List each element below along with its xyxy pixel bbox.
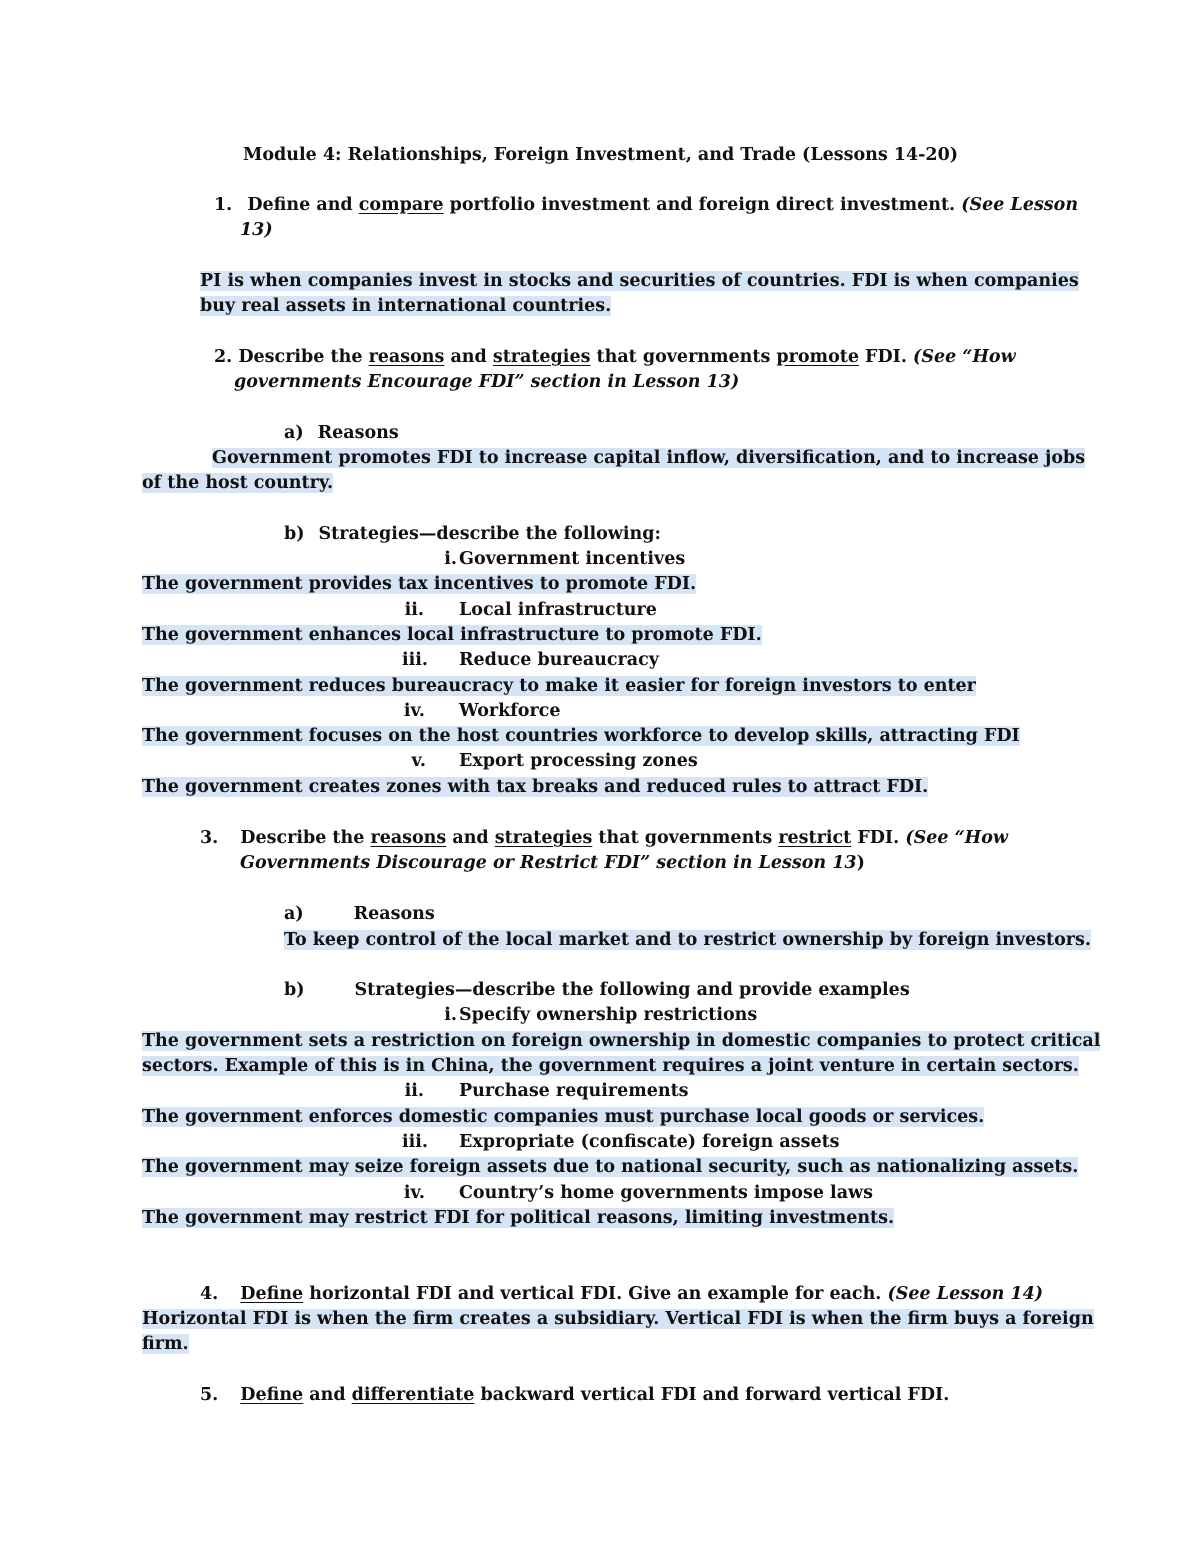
answer-2a-line-1: Government promotes FDI to increase capital inflow, diversification, and to increase jobs xyxy=(212,448,1086,468)
strategy-item: v. xyxy=(411,751,426,771)
question-number: 5. xyxy=(200,1385,219,1405)
strategy-label: Workforce xyxy=(459,701,561,721)
keyword-define: Define xyxy=(240,1284,304,1304)
strategy-item: iv. xyxy=(403,701,425,721)
strategy-answer-line-1: The government sets a restriction on foreign ownership in domestic companies to protect critical xyxy=(142,1031,1101,1051)
strategy-item: ii. xyxy=(404,600,424,620)
strategy-answer: The government provides tax incentives to promote FDI. xyxy=(142,574,697,594)
keyword-define: Define xyxy=(240,1385,304,1405)
answer-3a: To keep control of the local market and to restrict ownership by foreign investors. xyxy=(284,930,1091,950)
answer-4-line-2: firm. xyxy=(142,1334,189,1354)
strategy-answer: The government may restrict FDI for political reasons, limiting investments. xyxy=(142,1208,895,1228)
question-text: Define and xyxy=(247,195,359,215)
question-2: 2. Describe the reasons and strategies that governments promote FDI. (See “How xyxy=(214,347,1016,367)
strategy-answer: The government reduces bureaucracy to make it easier for foreign investors to enter xyxy=(142,676,976,696)
question-3: 3. Describe the reasons and strategies that governments restrict FDI. (See “How xyxy=(200,828,1008,848)
subpart-a: a) Reasons xyxy=(284,423,399,443)
lesson-reference: (See Lesson xyxy=(961,195,1079,215)
keyword-reasons: reasons xyxy=(370,828,447,848)
lesson-reference: (See Lesson 14) xyxy=(887,1284,1044,1304)
strategy-label: Reduce bureaucracy xyxy=(459,650,659,670)
strategy-answer: The government focuses on the host countries workforce to develop skills, attracting FDI xyxy=(142,726,1020,746)
subpart-b: b) Strategies—describe the following: xyxy=(284,524,661,544)
question-number: 4. xyxy=(200,1284,219,1304)
question-1 xyxy=(214,193,1078,218)
strategy-answer: The government enhances local infrastructure to promote FDI. xyxy=(142,625,762,645)
strategy-answer: The government may seize foreign assets due to national security, such as nationalizing assets. xyxy=(142,1157,1079,1177)
question-number: 1. xyxy=(214,195,233,215)
answer-1-line-1: PI is when companies invest in stocks and securities of countries. FDI is when companies xyxy=(200,271,1079,291)
strategy-item: i. xyxy=(444,549,457,569)
strategy-label: Expropriate (confiscate) foreign assets xyxy=(459,1132,840,1152)
keyword-compare: compare xyxy=(358,195,444,215)
strategy-answer: The government enforces domestic companies must purchase local goods or services. xyxy=(142,1107,985,1127)
question-4: 4. Define horizontal FDI and vertical FDI. Give an example for each. (See Lesson 14) xyxy=(200,1284,1044,1304)
question-number: 3. xyxy=(200,828,219,848)
strategy-label: Local infrastructure xyxy=(459,600,657,620)
lesson-reference: (See “How xyxy=(905,828,1008,848)
keyword-strategies: strategies xyxy=(494,828,593,848)
strategy-answer-line-2: sectors. Example of this is in China, the government requires a joint venture in certain sectors. xyxy=(142,1056,1079,1076)
keyword-promote: promote xyxy=(776,347,859,367)
strategy-item: iv. xyxy=(403,1183,425,1203)
keyword-restrict: restrict xyxy=(778,828,852,848)
strategy-answer: The government creates zones with tax breaks and reduced rules to attract FDI. xyxy=(142,777,929,797)
keyword-differentiate: differentiate xyxy=(351,1385,475,1405)
strategy-label: Export processing zones xyxy=(459,751,698,771)
lesson-reference: (See “How xyxy=(913,347,1016,367)
strategy-item: ii. xyxy=(404,1081,424,1101)
strategy-label: Government incentives xyxy=(459,549,686,569)
keyword-reasons: reasons xyxy=(368,347,445,367)
question-text: portfolio investment and foreign direct investment. xyxy=(443,195,962,215)
question-number: 2. xyxy=(214,347,233,367)
answer-4-line-1: Horizontal FDI is when the firm creates a subsidiary. Vertical FDI is when the firm buys a foreign xyxy=(142,1309,1094,1329)
keyword-strategies: strategies xyxy=(492,347,591,367)
strategy-label: Purchase requirements xyxy=(459,1081,689,1101)
lesson-reference-cont: 13) xyxy=(240,220,273,240)
strategy-item: iii. xyxy=(401,650,428,670)
question-5: 5. Define and differentiate backward vertical FDI and forward vertical FDI. xyxy=(200,1385,950,1405)
strategy-item: i. xyxy=(444,1005,457,1025)
strategy-item: iii. xyxy=(401,1132,428,1152)
answer-1-line-2: buy real assets in international countries. xyxy=(200,296,612,316)
document-title: Module 4: Relationships, Foreign Investment, and Trade (Lessons 14-20) xyxy=(243,145,959,165)
subpart-b: b) Strategies—describe the following and provide examples xyxy=(284,980,910,1000)
lesson-reference-cont: governments Encourage FDI” section in Lesson 13) xyxy=(234,372,740,392)
strategy-label: Specify ownership restrictions xyxy=(459,1005,758,1025)
strategy-label: Country’s home governments impose laws xyxy=(459,1183,873,1203)
answer-2a-line-2: of the host country. xyxy=(142,473,334,493)
subpart-a: a) Reasons xyxy=(284,904,435,924)
lesson-reference-cont: Governments Discourage or Restrict FDI” section in Lesson 13) xyxy=(240,853,865,873)
